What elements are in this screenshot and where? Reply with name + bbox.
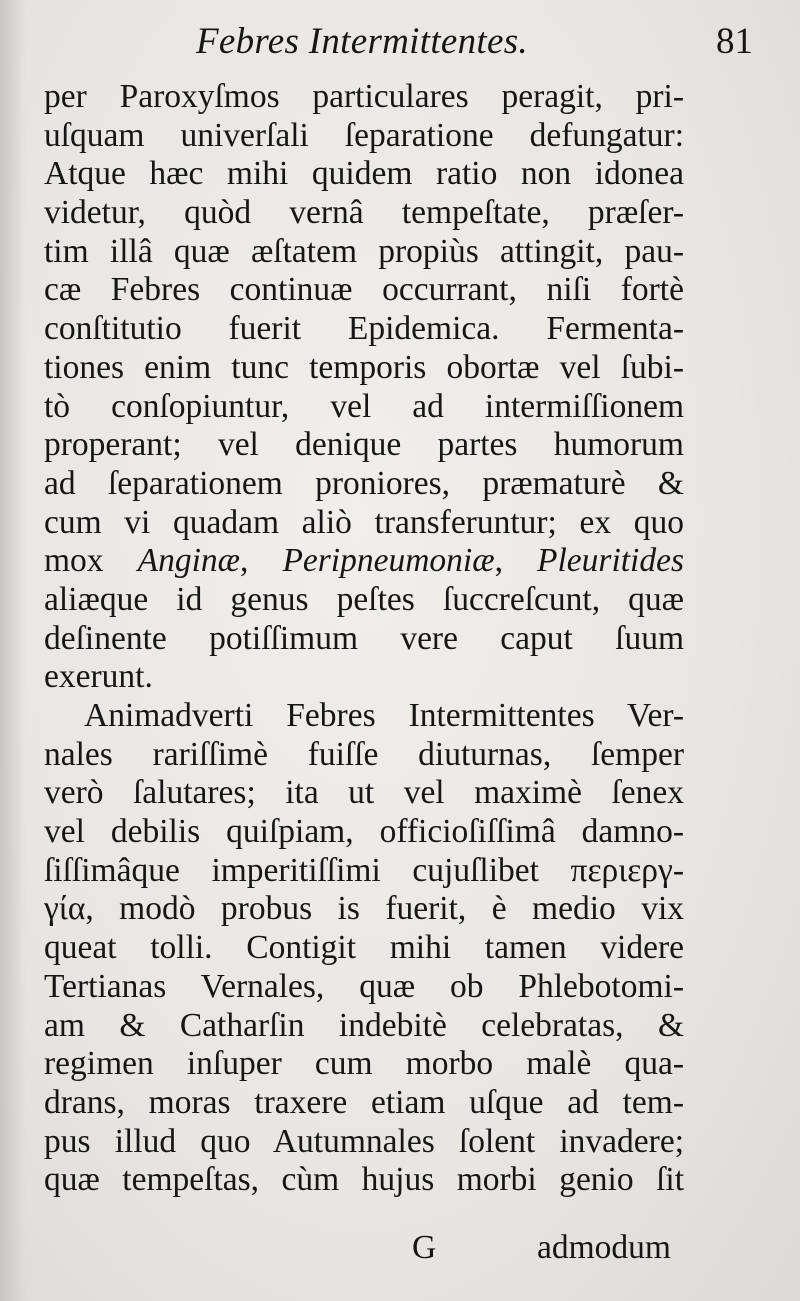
text-line: tò conſopiuntur, vel ad intermiſſionem <box>44 387 684 425</box>
text-line: Atque hæc mihi quidem ratio non idonea <box>44 155 684 193</box>
page-header <box>0 14 800 74</box>
page-footer <box>0 1228 800 1274</box>
text-line: per Paroxyſmos particulares peragit, pri- <box>44 78 684 115</box>
paragraph-end-line: exerunt. <box>44 658 153 696</box>
italic-term: Anginæ <box>137 542 240 580</box>
text-line: am & Catharſin indebitè celebratas, & <box>44 1006 684 1044</box>
text-line: ſiſſimâque imperitiſſimi cujuſlibet περιεργ- <box>44 851 684 889</box>
text-line: verò ſalutares; ita ut vel maximè ſenex <box>44 774 684 812</box>
text-line: regimen inſuper cum morbo malè qua- <box>44 1045 684 1083</box>
catchword: admodum <box>537 1229 671 1266</box>
text-line: tiones enim tunc temporis obortæ vel ſubi- <box>44 348 684 386</box>
page-number: 81 <box>716 21 753 62</box>
text-line: quæ tempeſtas, cùm hujus morbi genio ſit <box>44 1161 684 1199</box>
body-text <box>44 78 684 1200</box>
text-line: properant; vel denique partes humorum <box>44 426 684 464</box>
text-line: tim illâ quæ æſtatem propiùs attingit, pau- <box>44 232 684 270</box>
text-line: ad ſeparationem proniores, præmaturè & <box>44 464 684 502</box>
signature-mark: G <box>412 1229 437 1266</box>
italic-term: Pleuritides <box>537 542 685 580</box>
text-line: uſquam univerſali ſeparatione defungatur: <box>44 116 684 154</box>
text-line-with-italics: mox Anginæ, Peripneumoniæ, Pleuritides <box>44 542 685 580</box>
text-line: drans, moras traxere etiam uſque ad tem- <box>44 1083 684 1121</box>
running-title: Febres Intermittentes. <box>196 21 528 62</box>
text-line: cæ Febres continuæ occurrant, niſi fortè <box>44 271 684 309</box>
text-line: aliæque id genus peſtes ſuccreſcunt, quæ <box>44 580 684 618</box>
text-line: queat tolli. Contigit mihi tamen videre <box>44 929 684 967</box>
italic-term: Peripneumoniæ <box>282 542 495 580</box>
gutter-shadow <box>0 0 26 1301</box>
text-line: γία, modò probus is fuerit, è medio vix <box>44 890 684 928</box>
paragraph-start-line: Animadverti Febres Intermittentes Ver- <box>84 697 684 734</box>
text-line: deſinente potiſſimum vere caput ſuum <box>44 619 684 657</box>
text-line: nales rariſſimè fuiſſe diuturnas, ſemper <box>44 735 684 773</box>
text-line: pus illud quo Autumnales ſolent invadere; <box>44 1122 684 1160</box>
text-line: Tertianas Vernales, quæ ob Phlebotomi- <box>44 967 684 1005</box>
text-line: cum vi quadam aliò transferuntur; ex quo <box>44 503 684 541</box>
text-line: conſtitutio fuerit Epidemica. Fermenta- <box>44 310 684 348</box>
text-line: vel debilis quiſpiam, officioſiſſimâ damno- <box>44 813 684 851</box>
text-line: videtur, quòd vernâ tempeſtate, præſer- <box>44 194 684 232</box>
